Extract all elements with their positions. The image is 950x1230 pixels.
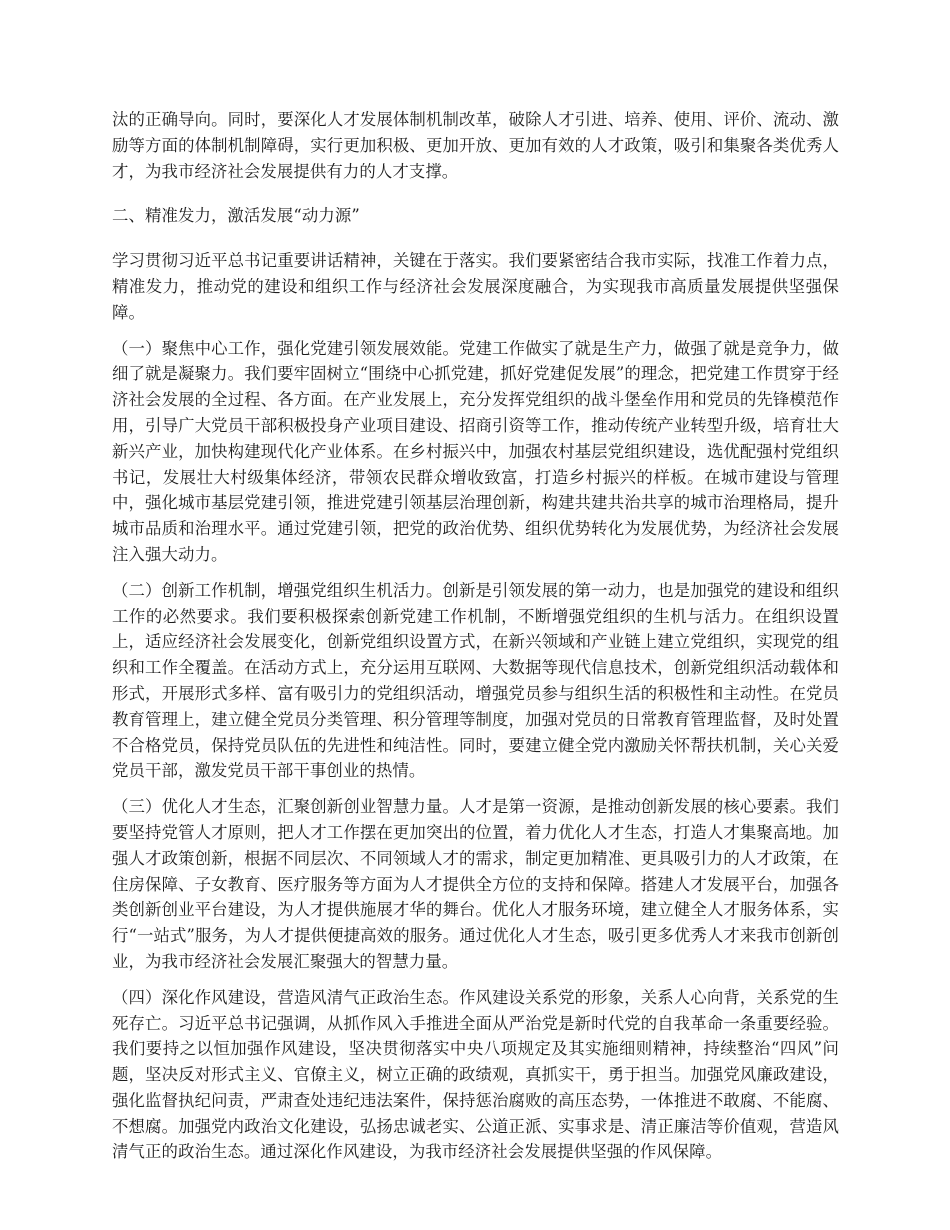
body-paragraph: （三）优化人才生态，汇聚创新创业智慧力量。人才是第一资源，是推动创新发展的核心要素。我们要坚持党管人才原则，把人才工作摆在更加突出的位置，着力优化人才生态，打造人才集聚高地。加强人才政策创新，根据不同层次、不同领域人才的需求，制定更加精准、更具吸引力的人才政策，在住房保障、子女教育、医疗服务等方面为人才提供全方位的支持和保障。搭建人才发展平台，加强各类创新创业平台建设，为人才提供施展才华的舞台。优化人才服务环境，建立健全人才服务体系，实行“一站式”服务，为人才提供便捷高效的服务。通过优化人才生态，吸引更多优秀人才来我市创新创业，为我市经济社会发展汇聚强大的智慧力量。 bbox=[112, 797, 839, 971]
paragraph-spacer bbox=[112, 184, 839, 193]
body-paragraph: （二）创新工作机制，增强党组织生机活力。创新是引领发展的第一动力，也是加强党的建设和组织工作的必然要求。我们要积极探索创新党建工作机制，不断增强党组织的生机与活力。在组织设置上，适应经济社会发展变化，创新党组织设置方式，在新兴领域和产业链上建立党组织，实现党的组织和工作全覆盖。在活动方式上，充分运用互联网、大数据等现代信息技术，创新党组织活动载体和形式，开展形式多样、富有吸引力的党组织活动，增强党员参与组织生活的积极性和主动性。在党员教育管理上，建立健全党员分类管理、积分管理等制度，加强对党员的日常教育管理监督，及时处置不合格党员，保持党员队伍的先进性和纯洁性。同时，要建立健全党内激励关怀帮扶机制，关心关爱党员干部，激发党员干部干事创业的热情。 bbox=[112, 580, 839, 781]
document-body bbox=[112, 107, 839, 1165]
body-paragraph: 汰的正确导向。同时，要深化人才发展体制机制改革，破除人才引进、培养、使用、评价、流动、激励等方面的体制机制障碍，实行更加积极、更加开放、更加有效的人才政策，吸引和集聚各类优秀人才，为我市经济社会发展提供有力的人才支撑。 bbox=[112, 110, 839, 181]
section-heading: 二、精准发力，激活发展“动力源” bbox=[112, 206, 360, 226]
body-paragraph: （一）聚焦中心工作，强化党建引领发展效能。党建工作做实了就是生产力，做强了就是竞争力，做细了就是凝聚力。我们要牢固树立“围绕中心抓党建，抓好党建促发展”的理念，把党建工作贯穿于经济社会发展的全过程、各方面。在产业发展上，充分发挥党组织的战斗堡垒作用和党员的先锋模范作用，引导广大党员干部积极投身产业项目建设、招商引资等工作，推动传统产业转型升级，培育壮大新兴产业，加快构建现代化产业体系。在乡村振兴中，加强农村基层党组织建设，选优配强村党组织书记，发展壮大村级集体经济，带领农民群众增收致富，打造乡村振兴的样板。在城市建设与管理中，强化城市基层党建引领，推进党建引领基层治理创新，构建共建共治共享的城市治理格局，提升城市品质和治理水平。通过党建引领，把党的政治优势、组织优势转化为发展优势，为经济社会发展注入强大动力。 bbox=[112, 338, 839, 564]
paragraph-spacer bbox=[112, 568, 839, 578]
paragraph-spacer bbox=[112, 975, 839, 985]
body-paragraph: （四）深化作风建设，营造风清气正政治生态。作风建设关系党的形象，关系人心向背，关系党的生死存亡。习近平总书记强调，从抓作风入手推进全面从严治党是新时代党的自我革命一条重要经验。我们要持之以恒加强作风建设，坚决贯彻落实中央八项规定及其实施细则精神，持续整治“四风”问题，坚决反对形式主义、官僚主义，树立正确的政绩观，真抓实干，勇于担当。加强党风廉政建设，强化监督执纪问责，严肃查处违纪违法案件，保持惩治腐败的高压态势，一体推进不敢腐、不能腐、不想腐。加强党内政治文化建设，弘扬忠诚老实、公道正派、实事求是、清正廉洁等价值观，营造风清气正的政治生态。通过深化作风建设，为我市经济社会发展提供坚强的作风保障。 bbox=[112, 987, 839, 1162]
body-paragraph: 学习贯彻习近平总书记重要讲话精神，关键在于落实。我们要紧密结合我市实际，找准工作着力点，精准发力，推动党的建设和组织工作与经济社会发展深度融合，为实现我市高质量发展提供坚强保障。 bbox=[112, 251, 839, 322]
paragraph-spacer bbox=[112, 239, 839, 248]
paragraph-spacer bbox=[112, 784, 839, 794]
paragraph-spacer bbox=[112, 326, 839, 336]
